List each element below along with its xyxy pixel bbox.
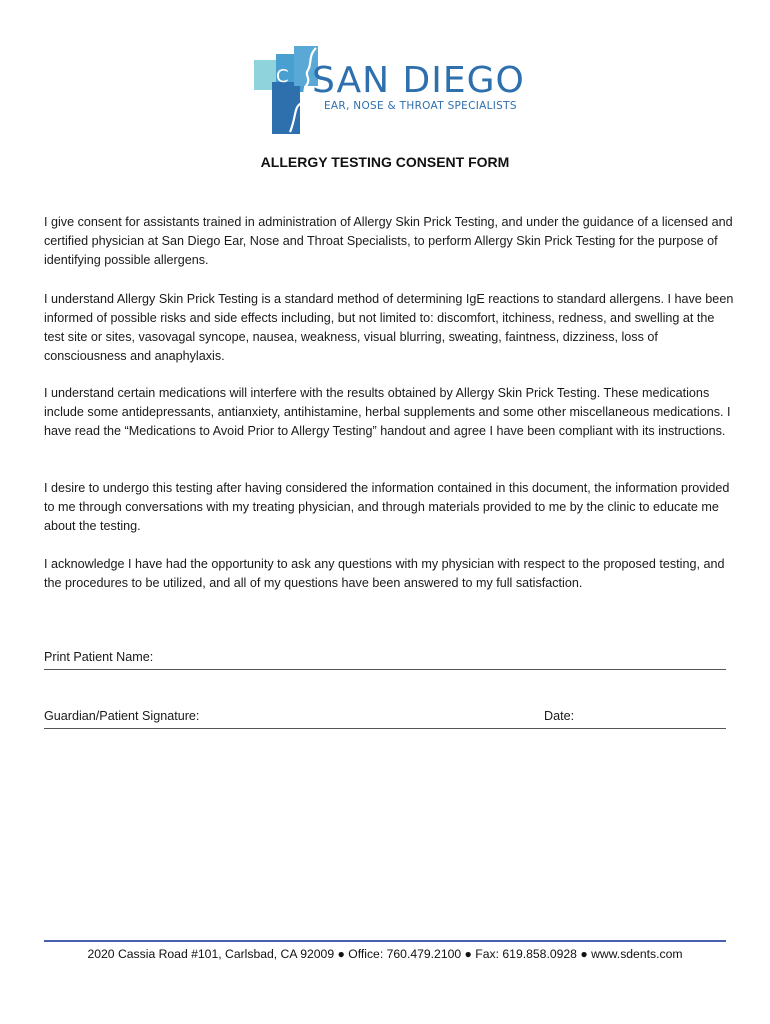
logo-title: SAN DIEGO xyxy=(312,60,525,101)
date-label: Date: xyxy=(544,709,575,723)
consent-paragraph-4: I desire to undergo this testing after having considered the information contained in this document, the information provided to me through conversations with my treating physician, and through materials provided to me by the clinic to educate me about the testing. xyxy=(44,481,730,533)
footer-divider xyxy=(44,940,726,942)
consent-paragraph-3: I understand certain medications will interfere with the results obtained by Allergy Skin Prick Testing. These medications include some antidepressants, antianxiety, antihistamine, herbal supplements and some other miscellaneous medications. I have read the “Medications to Avoid Prior to Allergy Testing” handout and agree I have been compliant with its instructions. xyxy=(44,386,731,438)
consent-paragraph-1: I give consent for assistants trained in administration of Allergy Skin Prick Testing, and under the guidance of a licensed and certified physician at San Diego Ear, Nose and Throat Specialists, to perform Allergy Skin Prick Testing for the purpose of identifying possible allergens. xyxy=(44,215,733,267)
signature-label: Guardian/Patient Signature: xyxy=(44,709,200,723)
logo-subtitle: EAR, NOSE & THROAT SPECIALISTS xyxy=(324,100,517,112)
consent-paragraph-5: I acknowledge I have had the opportunity to ask any questions with my physician with respect to the proposed testing, and the procedures to be utilized, and all of my questions have been answered to my full satisfaction. xyxy=(44,557,725,590)
signature-field[interactable] xyxy=(44,728,726,729)
page-title: ALLERGY TESTING CONSENT FORM xyxy=(260,154,510,170)
svg-text:C: C xyxy=(276,66,289,87)
footer-contact: 2020 Cassia Road #101, Carlsbad, CA 92009 ● Office: 760.479.2100 ● Fax: 619.858.0928 ● www.sdents.com xyxy=(87,947,683,961)
consent-paragraph-2: I understand Allergy Skin Prick Testing is a standard method of determining IgE reactions to standard allergens. I have been informed of possible risks and side effects including, but not limited to: discomfort, itchiness, redness, and swelling at the test site or sites, vasovagal syncope, nausea, weakness, visual blurring, sweating, faintness, dizziness, loss of consciousness and anaphylaxis. xyxy=(44,292,734,363)
patient-name-label: Print Patient Name: xyxy=(44,650,154,664)
company-logo xyxy=(246,46,536,134)
patient-name-field[interactable] xyxy=(44,669,726,670)
